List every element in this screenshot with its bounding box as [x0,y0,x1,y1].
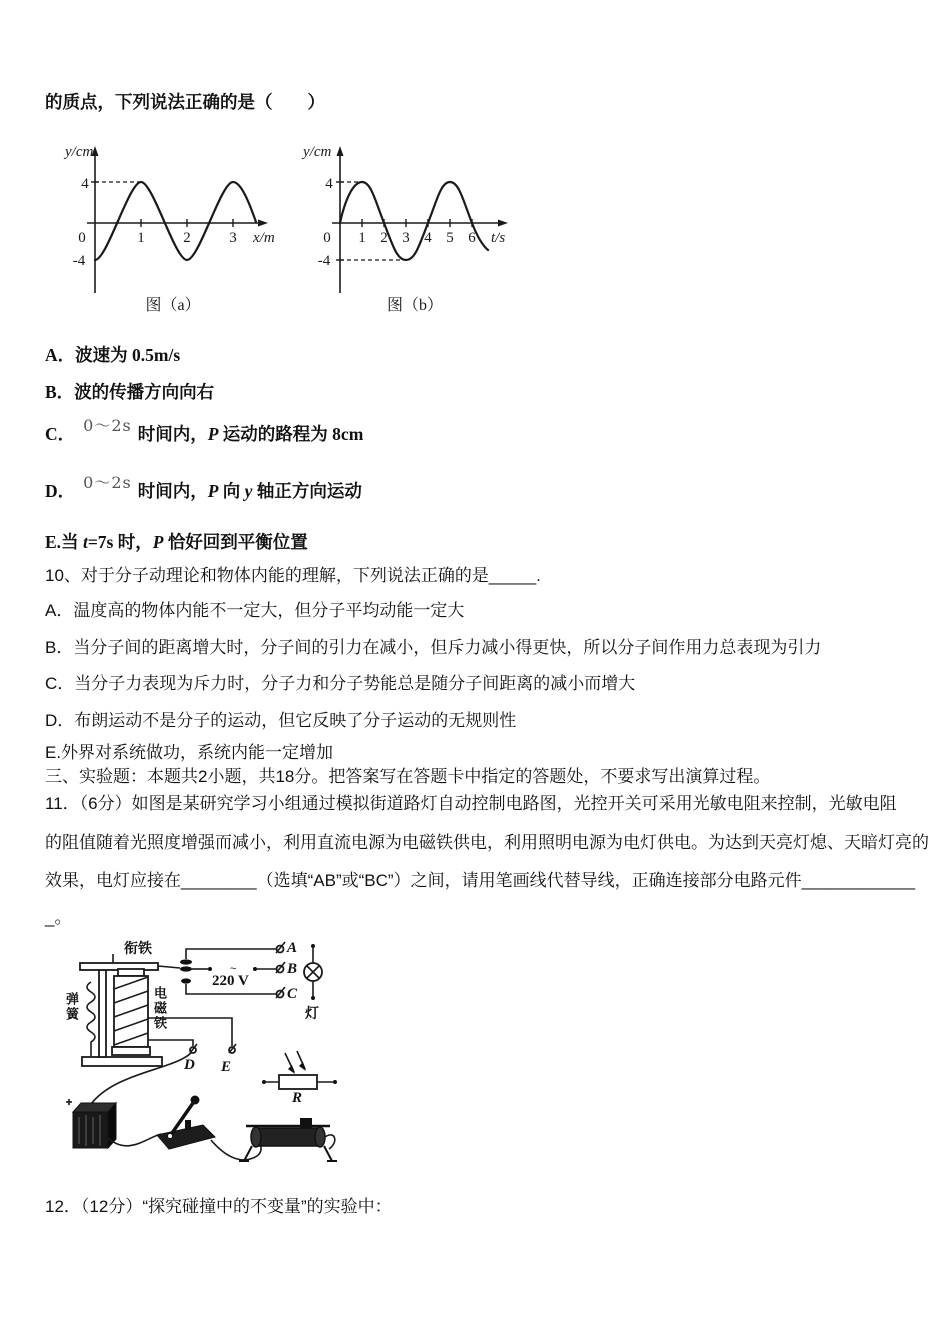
figure-a-wave [95,182,256,260]
q9-option-d-text1: 时间内， [137,481,208,501]
q9-option-b [45,382,214,404]
q9-option-c-text2: 运动的路程为 8cm [218,424,364,444]
q9-option-e-text1: 当 [61,532,83,552]
q10-option-e-label: E. [45,743,62,762]
question-9-stem-text: 的质点，下列说法正确的是（ ） [45,92,325,112]
q11-line-4-text: _。 [45,908,72,927]
q10-option-b-label: B． [45,638,74,657]
terminal-a-label: A [287,940,298,956]
q9-option-a-text: 波速为 0.5m/s [75,345,181,365]
figure-a-ymax: 4 [81,176,89,192]
figure-b-xtick-3: 3 [402,230,410,246]
q10-option-c [45,673,635,694]
q10-option-e-text: 外界对系统做功，系统内能一定增加 [61,743,334,762]
circuit-svg [58,932,350,1184]
circuit-figure [58,932,350,1184]
figure-b [295,138,540,316]
q10-option-c-text: 当分子力表现为斥力时，分子力和分子势能总是随分子间距离的减小而增大 [74,674,636,693]
resistor-label: R [292,1090,303,1106]
figure-a-ylabel: y/cm [65,144,94,160]
figure-b-ymax: 4 [325,176,333,192]
q12-stem [45,1196,392,1217]
figure-b-xtick-1: 1 [358,230,366,246]
q9-option-e-var-t: t [82,532,88,552]
q10-option-d [45,710,516,731]
terminal-c-label: C [287,986,298,1002]
q9-option-b-label: B． [45,382,75,402]
q12-stem-text: 12．（12分）“探究碰撞中的不变量”的实验中： [45,1197,392,1216]
figure-b-ymin: -4 [317,253,331,269]
q9-option-c-interval: 0～2s [83,416,132,435]
photoresistor-symbol [262,1051,337,1089]
terminal-d-label: D [184,1057,195,1073]
q10-option-d-text: 布朗运动不是分子的运动，但它反映了分子运动的无规则性 [74,711,517,730]
figure-a-xtick-2: 2 [183,230,191,246]
figure-b-axes [332,146,508,293]
figure-a-ymin: -4 [72,253,86,269]
q9-option-d [45,473,362,503]
q9-option-e-var-p: P [152,532,164,552]
q10-option-e [45,742,333,763]
figure-a-xtick-1: 1 [137,230,145,246]
q9-option-e-label: E. [45,532,62,552]
figure-b-ylabel: y/cm [303,144,332,160]
q11-line-3 [45,870,915,891]
q11-line-4 [45,907,71,928]
figure-a-origin: 0 [78,230,86,246]
q9-option-d-text2: 向 [218,481,245,501]
lamp-label: 灯 [305,1005,319,1021]
q9-option-a-label: A． [45,345,76,365]
q10-option-c-label: C． [45,674,75,693]
q10-option-b-text: 当分子间的距离增大时，分子间的引力在减小，但斥力减小得更快，所以分子间作用力总表现为引力 [73,638,822,657]
q10-option-a-text: 温度高的物体内能不一定大，但分子平均动能一定大 [73,601,465,620]
q11-line-2 [45,832,929,853]
q9-option-e-text3: 恰好回到平衡位置 [163,532,308,552]
q11-line-3-text: 效果，电灯应接在________（选填“AB”或“BC”）之间，请用笔画线代替导线，正确连接部分电路元件____________ [45,871,916,890]
figure-b-xtick-4: 4 [424,230,432,246]
q9-option-c [45,416,364,446]
q9-option-b-text: 波的传播方向向右 [74,382,215,402]
q11-line-1 [45,793,897,814]
q10-option-b [45,637,821,658]
section-3-heading [45,766,770,787]
section-3-heading-text: 三、实验题：本题共2小题，共18分。把答案写在答题卡中指定的答题处，不要求写出演算过程。 [45,767,771,786]
terminal-b-label: B [287,961,298,977]
figure-b-xtick-2: 2 [380,230,388,246]
armature-label: 衔铁 [124,940,152,956]
q9-option-c-var-p: P [207,424,219,444]
spring-drawing [87,982,95,1056]
q9-option-d-text3: 轴正方向运动 [252,481,362,501]
q9-option-e-text2: =7s 时， [87,532,153,552]
q9-option-a [45,345,180,367]
q10-option-d-label: D． [45,711,75,730]
rheostat-drawing [211,1118,337,1161]
q11-line-1-text: 11．（6分）如图是某研究学习小组通过模拟街道路灯自动控制电路图，光控开关可采用光敏电阻来控制，光敏电阻 [45,794,897,813]
figure-b-origin: 0 [323,230,331,246]
q9-option-d-interval: 0～2s [83,473,132,492]
figure-b-svg [295,138,540,316]
q9-option-d-var-p: P [207,481,219,501]
q10-stem-text: 10、对于分子动理论和物体内能的理解，下列说法正确的是_____. [45,566,541,585]
terminal-e-label: E [221,1059,232,1075]
figure-a-axes [87,146,268,293]
figure-b-caption: 图（b） [386,297,444,314]
q9-option-d-label: D． [45,481,76,501]
q10-option-a [45,600,464,621]
voltage-label: 220 V [212,973,249,989]
spring-label: 弹簧 [64,992,79,1022]
figure-a-svg [55,138,293,316]
ac-tilde-mark: ~ [230,963,237,975]
figure-a-xtick-3: 3 [229,230,237,246]
figure-b-xlabel: t/s [491,230,506,246]
question-9-stem-tail [45,92,325,114]
lamp-symbol [304,944,322,1000]
figure-a-caption: 图（a） [145,297,201,314]
q11-line-2-text: 的阻值随着光照度增强而减小，利用直流电源为电磁铁供电，利用照明电源为电灯供电。为达到天亮灯熄、天暗灯亮的 [45,833,929,852]
figure-a [55,138,293,316]
figure-b-xtick-6: 6 [468,230,476,246]
q10-option-a-label: A． [45,601,74,620]
q9-option-d-var-y: y [244,481,253,501]
figure-a-xlabel: x/m [253,230,275,246]
electromagnet-label: 电磁铁 [152,986,167,1031]
q9-option-c-label: C． [45,424,76,444]
q9-option-e [45,532,308,554]
figure-b-xtick-5: 5 [446,230,454,246]
switch-drawing [108,1096,215,1150]
q9-option-c-text1: 时间内， [137,424,208,444]
q10-stem [45,565,541,586]
